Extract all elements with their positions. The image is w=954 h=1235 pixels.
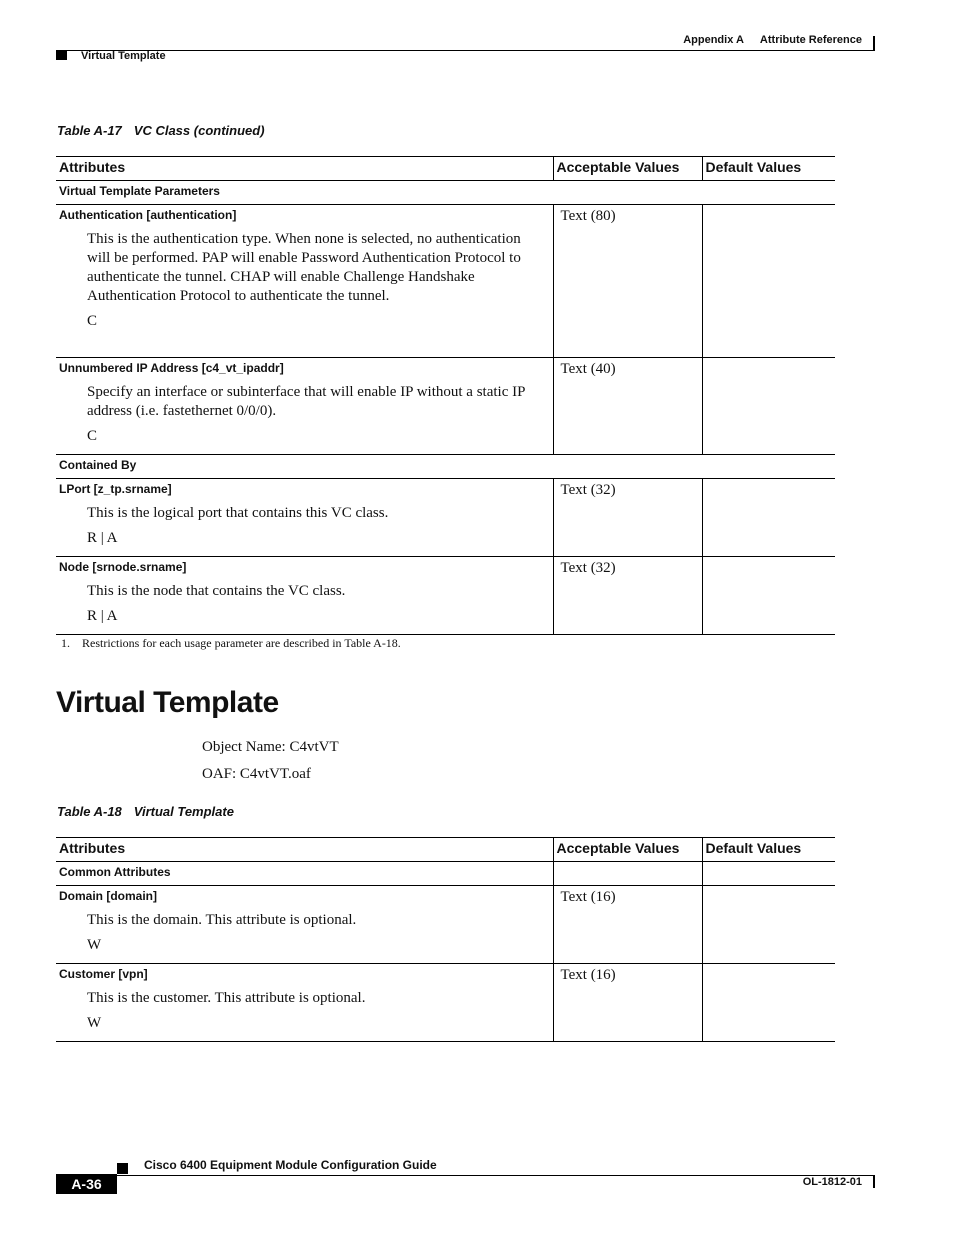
attribute-name: LPort [z_tp.srname]: [59, 482, 172, 496]
default-value-cell: [702, 358, 835, 455]
footer-marker: [117, 1163, 128, 1174]
col-acceptable-values: Acceptable Values: [553, 157, 702, 181]
table-row: [56, 557, 835, 635]
attribute-flag: W: [87, 1015, 102, 1031]
attribute-name: Node [srnode.srname]: [59, 560, 187, 574]
table-a18: [56, 837, 835, 1042]
col-default-values: Default Values: [702, 157, 835, 181]
acceptable-value: Text (40): [560, 361, 616, 377]
attribute-description: This is the node that contains the VC class.: [87, 583, 346, 599]
table-a17-caption: [57, 123, 265, 138]
attribute-flag: C: [87, 428, 98, 444]
col-attributes: Attributes: [56, 838, 553, 862]
footer-rule: [117, 1175, 874, 1176]
attribute-cell: [56, 886, 553, 964]
default-value-cell: [702, 479, 835, 557]
acceptable-value-cell: [553, 358, 702, 455]
header-chapter: Attribute Reference: [759, 34, 862, 46]
table-row: [56, 964, 835, 1042]
table-a17-header-row: [56, 157, 835, 181]
page-number: A-36: [56, 1174, 117, 1194]
section-row: [56, 455, 835, 479]
header-appendix: Appendix A: [683, 34, 744, 46]
footer-bar: [873, 1175, 875, 1188]
section-title: Virtual Template Parameters: [56, 181, 835, 205]
default-value-cell: [702, 886, 835, 964]
footer-guide-title: Cisco 6400 Equipment Module Configuration Guide: [144, 1158, 437, 1172]
attribute-name: Domain [domain]: [59, 889, 157, 903]
attribute-name: Customer [vpn]: [59, 967, 148, 981]
table-row: [56, 205, 835, 358]
acceptable-value-cell: [553, 205, 702, 358]
attribute-cell: [56, 358, 553, 455]
attribute-description: This is the customer. This attribute is optional.: [87, 990, 366, 1006]
default-value-cell: [702, 964, 835, 1042]
object-name: Object Name: C4vtVT: [202, 739, 339, 755]
attribute-description: This is the domain. This attribute is optional.: [87, 912, 357, 928]
table-row: [56, 358, 835, 455]
attribute-description: Specify an interface or subinterface that will enable IP without a static IP address (i.e. fastethernet 0/0/0).: [87, 384, 525, 419]
attribute-cell: [56, 964, 553, 1042]
table-a18-title: Virtual Template: [133, 804, 234, 819]
header-bar: [873, 36, 875, 51]
section-row: [56, 862, 835, 886]
attribute-flag: C: [87, 313, 98, 329]
section-empty-cell: [702, 862, 835, 886]
attribute-description: This is the authentication type. When none is selected, no authentication will be performed. PAP will enable Password Authentication Protocol to authenticate the tunnel. CHAP will enable Challenge Handshake Authentication Protocol to authenticate the tunnel.: [87, 231, 521, 304]
table-a17: [56, 156, 835, 635]
acceptable-value-cell: [553, 557, 702, 635]
attribute-name: Authentication [authentication]: [59, 208, 237, 222]
table-a17-number: Table A-17: [57, 123, 122, 138]
acceptable-value: Text (80): [560, 208, 616, 224]
table-a18-caption: [57, 804, 234, 819]
footnote: [61, 636, 401, 651]
header-marker: [56, 51, 67, 60]
attribute-flag: W: [87, 937, 102, 953]
table-row: [56, 479, 835, 557]
attribute-flag: R | A: [87, 608, 118, 624]
acceptable-value: Text (32): [560, 482, 616, 498]
acceptable-value-cell: [553, 886, 702, 964]
attribute-flag: R | A: [87, 530, 118, 546]
section-heading: Virtual Template: [56, 686, 279, 719]
footer-doc-number: OL-1812-01: [802, 1176, 862, 1188]
section-title: Contained By: [56, 455, 835, 479]
footnote-number: 1.: [61, 636, 70, 650]
section-title: Common Attributes: [56, 862, 553, 886]
header-section: Virtual Template: [81, 50, 166, 62]
table-a17-title: VC Class (continued): [133, 123, 265, 138]
acceptable-value: Text (32): [560, 560, 616, 576]
attribute-description: This is the logical port that contains this VC class.: [87, 505, 389, 521]
table-a18-number: Table A-18: [57, 804, 122, 819]
col-default-values: Default Values: [702, 838, 835, 862]
acceptable-value: Text (16): [560, 889, 616, 905]
attribute-cell: [56, 557, 553, 635]
running-header-right: [683, 34, 862, 46]
acceptable-value-cell: [553, 964, 702, 1042]
default-value-cell: [702, 557, 835, 635]
acceptable-value-cell: [553, 479, 702, 557]
section-empty-cell: [553, 862, 702, 886]
section-row: [56, 181, 835, 205]
attribute-name: Unnumbered IP Address [c4_vt_ipaddr]: [59, 361, 284, 375]
footnote-text: Restrictions for each usage parameter are described in Table A-18.: [82, 636, 401, 650]
header-rule: [56, 50, 874, 51]
oaf-name: OAF: C4vtVT.oaf: [202, 766, 311, 782]
attribute-cell: [56, 479, 553, 557]
col-acceptable-values: Acceptable Values: [553, 838, 702, 862]
attribute-cell: [56, 205, 553, 358]
col-attributes: Attributes: [56, 157, 553, 181]
table-a18-header-row: [56, 838, 835, 862]
acceptable-value: Text (16): [560, 967, 616, 983]
table-row: [56, 886, 835, 964]
default-value-cell: [702, 205, 835, 358]
